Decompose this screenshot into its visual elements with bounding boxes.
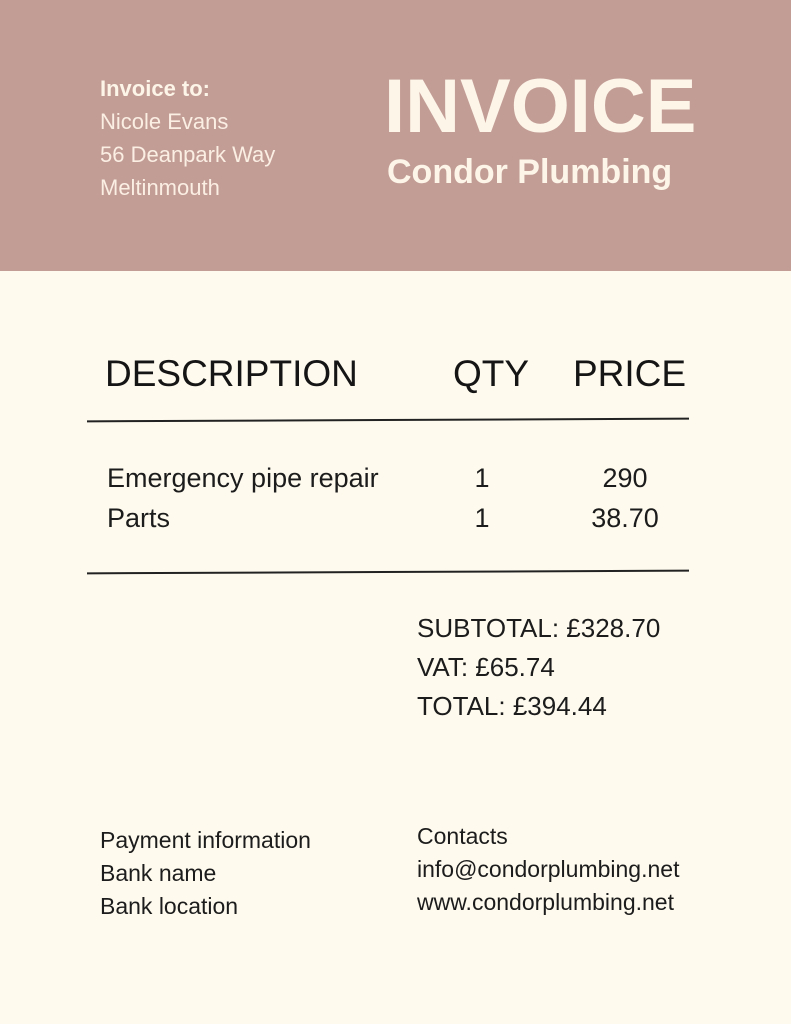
bill-to-block xyxy=(100,72,275,204)
company-name: Condor Plumbing xyxy=(387,153,673,191)
invoice-title: INVOICE xyxy=(384,64,697,149)
vat: VAT: £65.74 xyxy=(417,652,555,682)
row-price: 290 xyxy=(602,463,648,493)
invoice-header xyxy=(0,0,791,271)
total: TOTAL: £394.44 xyxy=(417,691,607,721)
column-header-price: PRICE xyxy=(573,353,687,394)
customer-name: Nicole Evans xyxy=(100,109,229,134)
bank-location: Bank location xyxy=(100,893,239,919)
row-qty: 1 xyxy=(474,503,490,533)
bill-to-label: Invoice to: xyxy=(100,76,211,101)
row-price: 38.70 xyxy=(591,503,659,533)
bank-name: Bank name xyxy=(100,860,217,886)
contact-website[interactable]: www.condorplumbing.net xyxy=(417,889,674,915)
table-divider-top xyxy=(87,418,689,422)
totals-block xyxy=(417,609,660,726)
row-description: Parts xyxy=(107,503,171,533)
column-header-qty: QTY xyxy=(453,353,530,394)
row-qty: 1 xyxy=(474,463,490,493)
address-line-1: 56 Deanpark Way xyxy=(100,142,276,167)
table-divider-bottom xyxy=(87,570,689,574)
payment-information xyxy=(100,824,311,923)
contacts-block xyxy=(417,820,679,919)
subtotal: SUBTOTAL: £328.70 xyxy=(417,613,661,643)
payment-title: Payment information xyxy=(100,827,311,853)
address-line-2: Meltinmouth xyxy=(100,175,220,200)
contacts-title: Contacts xyxy=(417,823,508,849)
column-header-description: DESCRIPTION xyxy=(105,353,358,394)
contact-email[interactable]: info@condorplumbing.net xyxy=(417,856,680,882)
row-description: Emergency pipe repair xyxy=(107,463,379,493)
